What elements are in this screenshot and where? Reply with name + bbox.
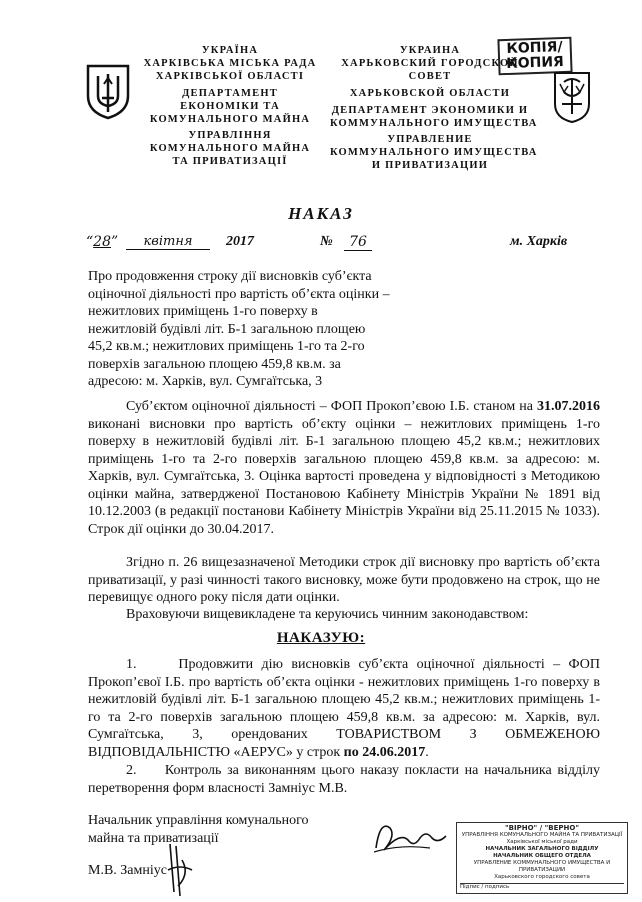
paragraph-1-text: Суб’єктом оціночної діяльності – ФОП Прокоп’євою І.Б. станом на [126, 399, 537, 414]
header-right-line: ХАРЬКОВСКОЙ ОБЛАСТИ [349, 88, 511, 99]
subject-line: адресою: м. Харків, вул. Сумгаїтська, 3 [88, 374, 323, 389]
subject-block [88, 268, 418, 391]
extension-deadline: по 24.06.2017 [343, 744, 426, 760]
head-signature-icon [370, 814, 450, 860]
verified-stamp-line: Харьковского городского совета [494, 874, 590, 880]
header-left-line: ТА ПРИВАТИЗАЦІЇ [172, 156, 288, 167]
subject-line: поверхів загальною площею 459,8 кв.м. за [88, 356, 341, 372]
header-right-line: КОММУНАЛЬНОГО ИМУЩЕСТВА [330, 147, 538, 158]
verified-stamp-line: Харківської міської ради [506, 839, 578, 845]
header-right-line: УПРАВЛЕНИЕ [387, 134, 473, 145]
valuation-date: 31.07.2016 [537, 399, 600, 414]
signature-scribble-icon [160, 840, 200, 898]
paragraph-2-text: Згідно п. 26 вищезазначеної Методики строк дії висновку про вартість об’єкта приватизації, у разі чинності такого висновку, може бути продовжено на строк, що не перевищує одного року після дати оцінки. [88, 555, 600, 605]
verified-stamp-line: Підпис / подпись [460, 883, 624, 891]
header-left-line: ЕКОНОМІКИ ТА [180, 101, 280, 112]
header-left-line: КОМУНАЛЬНОГО МАЙНА [149, 143, 311, 154]
order-number: 76 [344, 234, 372, 251]
header-left [140, 44, 320, 168]
header-left-line: ХАРКІВСЬКОЇ ОБЛАСТІ [155, 71, 305, 82]
date-day-value: 28 [93, 234, 111, 250]
date-month: квітня [126, 234, 210, 250]
header-left-line: ХАРКІВСЬКА МІСЬКА РАДА [143, 58, 317, 69]
order-item-number: 2. [126, 763, 137, 778]
order-item-end: . [425, 744, 429, 760]
order-item-number: 1. [126, 657, 137, 672]
header-left-line: ДЕПАРТАМЕНТ [182, 88, 278, 99]
subject-line: нежитлових приміщень 1-го поверху в [88, 304, 318, 319]
city-emblem-icon [552, 70, 592, 124]
subject-line: Про продовження строку дії висновків суб’єкта [88, 269, 372, 284]
order-item-1 [88, 656, 600, 761]
order-item-text: Продовжити дію висновків суб’єкта оціночної діяльності – ФОП Прокоп’євої І.Б. про вартість об’єкта оцінки - нежитлових приміщень 1-го поверху в нежитловій будівлі літ. Б-1 загальною площею 45,2 кв.м.; нежитлових приміщень 1-го та 2-го поверхів загальною площею 459,8 кв.м. за адресою: м. Харків, вул. Сумгаїтська, 3, орендованих ТОВАРИСТВОМ З ОБМЕЖЕНОЮ ВІДПОВІДАЛЬНІСТЮ «АЕРУС» у строк [88, 657, 600, 760]
paragraph-3-text: Враховуючи вищевикладене та керуючись чинним законодавством: [126, 607, 529, 622]
header-right-line: КОММУНАЛЬНОГО ИМУЩЕСТВА [330, 118, 538, 129]
paragraph-2 [88, 554, 600, 607]
signer-position: майна та приватизації [88, 830, 219, 846]
document-title: НАКАЗ [288, 204, 354, 223]
paragraph-3 [88, 606, 600, 624]
header-right-line: СОВЕТ [408, 71, 452, 82]
header-right-line: ХАРЬКОВСКИЙ ГОРОДСКОЙ [341, 58, 519, 69]
paragraph-1 [88, 398, 600, 538]
verified-stamp-line: НАЧАЛЬНИК ОБЩЕГО ОТДЕЛА [493, 853, 591, 859]
city-name: м. Харків [510, 234, 568, 249]
verified-stamp-line: НАЧАЛЬНИК ЗАГАЛЬНОГО ВІДДІЛУ [485, 846, 599, 852]
order-item-text: Контроль за виконанням цього наказу покласти на начальника відділу перетворення форм власності Замніус М.В. [88, 763, 600, 796]
verified-stamp-line: УПРАВЛЕНИЕ КОММУНАЛЬНОГО ИМУЩЕСТВА И ПРИВАТИЗАЦИИ [473, 860, 611, 873]
copy-stamp-line: КОПИЯ [505, 53, 565, 72]
header-left-line: УКРАЇНА [201, 45, 259, 56]
subject-line: нежитловій будівлі літ. Б-1 загальною площею [88, 321, 366, 337]
subject-line: 45,2 кв.м.; нежитлових приміщень 1-го та 2-го [88, 339, 365, 354]
coat-of-arms-icon [84, 62, 132, 120]
order-number-prefix: № [320, 234, 333, 249]
verified-stamp-line: УПРАВЛІННЯ КОМУНАЛЬНОГО МАЙНА ТА ПРИВАТИЗАЦІЇ [461, 832, 623, 838]
signature-block [88, 812, 348, 880]
signer-position: Начальник управління комунального [88, 813, 309, 828]
date-day: “28” [86, 234, 119, 250]
order-item-2 [88, 762, 600, 797]
verified-stamp [456, 822, 628, 894]
subject-line: оціночної діяльності про вартість об’єкта оцінки – [88, 286, 390, 302]
order-heading: НАКАЗУЮ: [276, 630, 366, 646]
header-left-line: КОМУНАЛЬНОГО МАЙНА [149, 114, 311, 125]
header-right-line: И ПРИВАТИЗАЦИИ [371, 160, 489, 171]
header-right-line: ДЕПАРТАМЕНТ ЭКОНОМИКИ И [331, 105, 529, 116]
date-year: 2017 [226, 234, 254, 249]
signer-name: М.В. Замніус [88, 863, 167, 878]
header-left-line: УПРАВЛІННЯ [188, 130, 272, 141]
header-right-line: УКРАИНА [399, 45, 461, 56]
verified-stamp-head: "ВІРНО" / "ВЕРНО" [505, 824, 579, 832]
paragraph-1-text: виконані висновки про вартість об’єкту оцінки – нежитлових приміщень 1-го поверху в нежитловій будівлі літ. Б-1 загальною площею 45,2 кв.м.; нежитлових приміщень 1-го та 2-го поверхів загальною площею 459,8 кв.м. за адресою: м. Харків, вул. Сумгаїтська, 3. Оцінка вартості проведена у відповідності з Методикою оцінки майна, затвердженої Постановою Кабінету Міністрів України № 1891 від 10.12.2003 (в редакції постанови Кабінету Міністрів України від 25.11.2015 № 1033). Строк дії оцінки до 30.04.2017. [88, 416, 600, 537]
copy-stamp-line: КОПІЯ/ [506, 39, 563, 57]
date-line [86, 234, 606, 258]
